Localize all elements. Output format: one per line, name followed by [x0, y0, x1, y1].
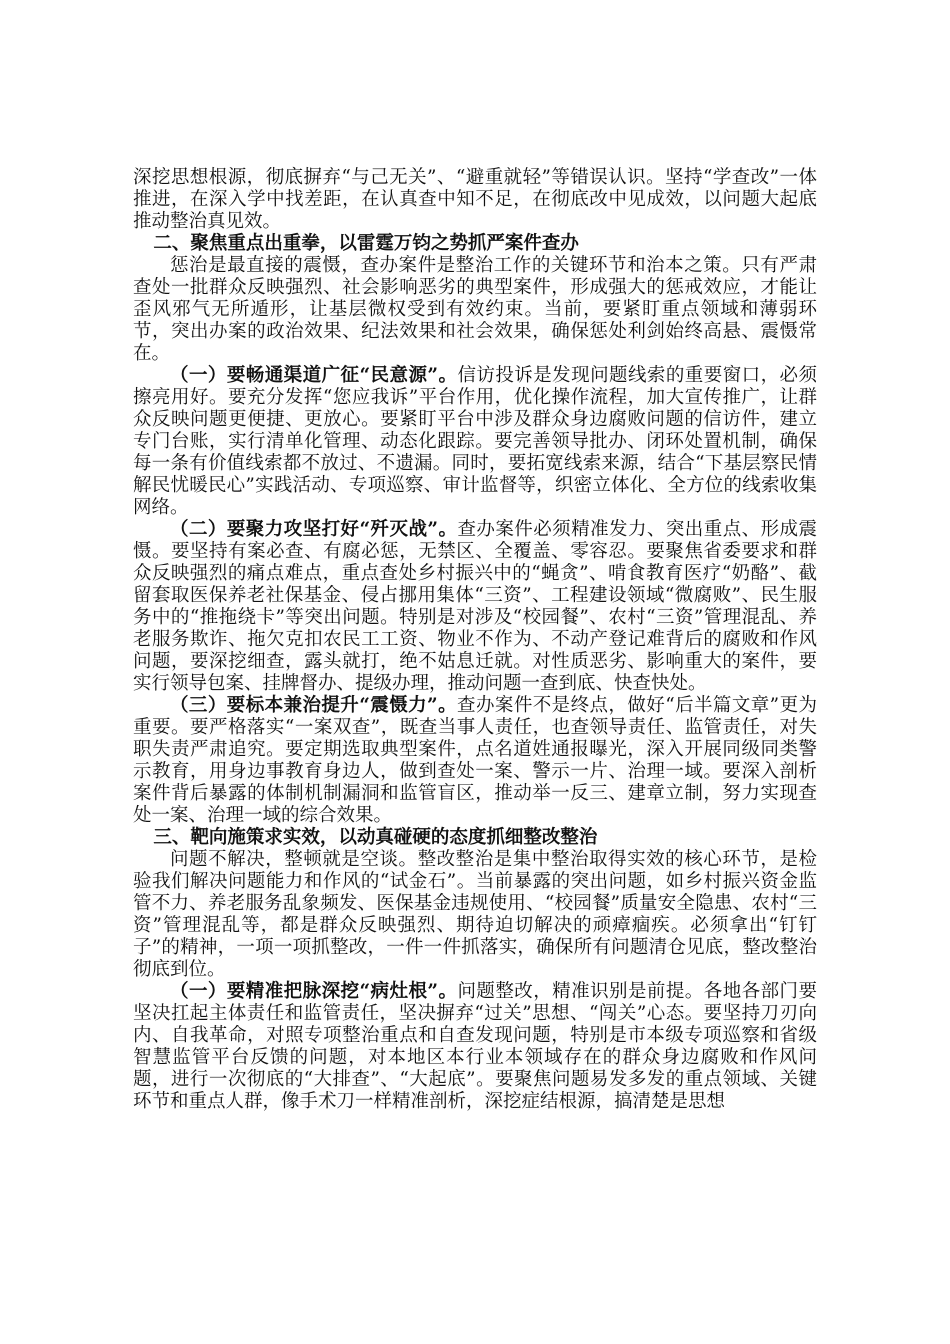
paragraph-3-1 — [133, 981, 817, 1113]
document-page — [133, 167, 817, 1113]
paragraph-3-1-body: 问题整改，精准识别是前提。各地各部门要坚决扛起主体责任和监管责任，坚决摒弃“过关”思想、“闯关”心态。要坚持刀刃向内、自我革命，对照专项整治重点和自查发现问题，特别是市本级专项巡察和省级智慧监管平台反馈的问题，对本地区本行业本领域存在的群众身边腐败和作风问题，进行一次彻底的“大排查”、“大起底”。要聚焦问题易发多发的重点领域、关键环节和重点人群，像手术刀一样精准剖析，深挖症结根源，搞清楚是思想 — [133, 981, 817, 1112]
subheading-2-2: （二）要聚力攻坚打好“歼灭战”。 — [170, 519, 458, 540]
paragraph-1: 深挖思想根源，彻底摒弃“与己无关”、“避重就轻”等错误认识。坚持“学查改”一体推进，在深入学中找差距，在认真查中知不足，在彻底改中见成效，以问题大起底推动整治真见效。 — [133, 167, 817, 232]
section-heading-2: 二、聚焦重点出重拳，以雷霆万钧之势抓严案件查办 — [153, 233, 579, 254]
paragraph-2-2 — [133, 519, 817, 695]
subheading-2-1: （一）要畅通渠道广征“民意源”。 — [170, 365, 458, 386]
paragraph-2-3 — [133, 695, 817, 827]
section-heading-3: 三、靶向施策求实效，以动真碰硬的态度抓细整改整治 — [153, 827, 598, 848]
paragraph-2-3-body: 查办案件不是终点，做好“后半篇文章”更为重要。要严格落实“一案双查”，既查当事人责任，也查领导责任、监管责任，对失职失责严肃追究。要定期选取典型案件，点名道姓通报曝光，深入开展同级同类警示教育，用身边事教育身边人，做到查处一案、警示一片、治理一域。要深入剖析案件背后暴露的体制机制漏洞和监管盲区，推动举一反三、建章立制，努力实现查处一案、治理一域的综合效果。 — [133, 695, 817, 826]
paragraph-2-1-body: 信访投诉是发现问题线索的重要窗口，必须擦亮用好。要充分发挥“您应我诉”平台作用，优化操作流程，加大宣传推广，让群众反映问题更便捷、更放心。要紧盯平台中涉及群众身边腐败问题的信访件，建立专门台账，实行清单化管理、动态化跟踪。要完善领导批办、闭环处置机制，确保每一条有价值线索都不放过、不遗漏。同时，要拓宽线索来源，结合“下基层察民情解民忧暖民心”实践活动、专项巡察、审计监督等，织密立体化、全方位的线索收集网络。 — [133, 365, 817, 518]
paragraph-2: 惩治是最直接的震慑，查办案件是整治工作的关键环节和治本之策。只有严肃查处一批群众反映强烈、社会影响恶劣的典型案件，形成强大的惩戒效应，才能让歪风邪气无所遁形，让基层微权受到有效约束。当前，要紧盯重点领域和薄弱环节，突出办案的政治效果、纪法效果和社会效果，确保惩处利剑始终高悬、震慑常在。 — [133, 255, 817, 364]
subheading-2-3: （三）要标本兼治提升“震慑力”。 — [170, 695, 458, 716]
paragraph-2-2-body: 查办案件必须精准发力、突出重点、形成震慑。要坚持有案必查、有腐必惩，无禁区、全覆盖、零容忍。要聚焦省委要求和群众反映强烈的痛点难点，重点查处乡村振兴中的“蝇贪”、啃食教育医疗“奶酪”、截留套取医保养老社保基金、侵占挪用集体“三资”、工程建设领域“微腐败”、民生服务中的“推拖绕卡”等突出问题。特别是对涉及“校园餐”、农村“三资”管理混乱、养老服务欺诈、拖欠克扣农民工工资、物业不作为、不动产登记难背后的腐败和作风问题，要深挖细查，露头就打，绝不姑息迁就。对性质恶劣、影响重大的案件，要实行领导包案、挂牌督办、提级办理，推动问题一查到底、快查快处。 — [133, 519, 817, 694]
paragraph-2-1 — [133, 365, 817, 519]
paragraph-3: 问题不解决，整顿就是空谈。整改整治是集中整治取得实效的核心环节，是检验我们解决问题能力和作风的“试金石”。当前暴露的突出问题，如乡村振兴资金监管不力、养老服务乱象频发、医保基金违规使用、“校园餐”质量安全隐患、农村“三资”管理混乱等，都是群众反映强烈、期待迫切解决的顽瘴痼疾。必须拿出“钉钉子”的精神，一项一项抓整改，一件一件抓落实，确保所有问题清仓见底，整改整治彻底到位。 — [133, 849, 817, 980]
subheading-3-1: （一）要精准把脉深挖“病灶根”。 — [170, 981, 458, 1002]
